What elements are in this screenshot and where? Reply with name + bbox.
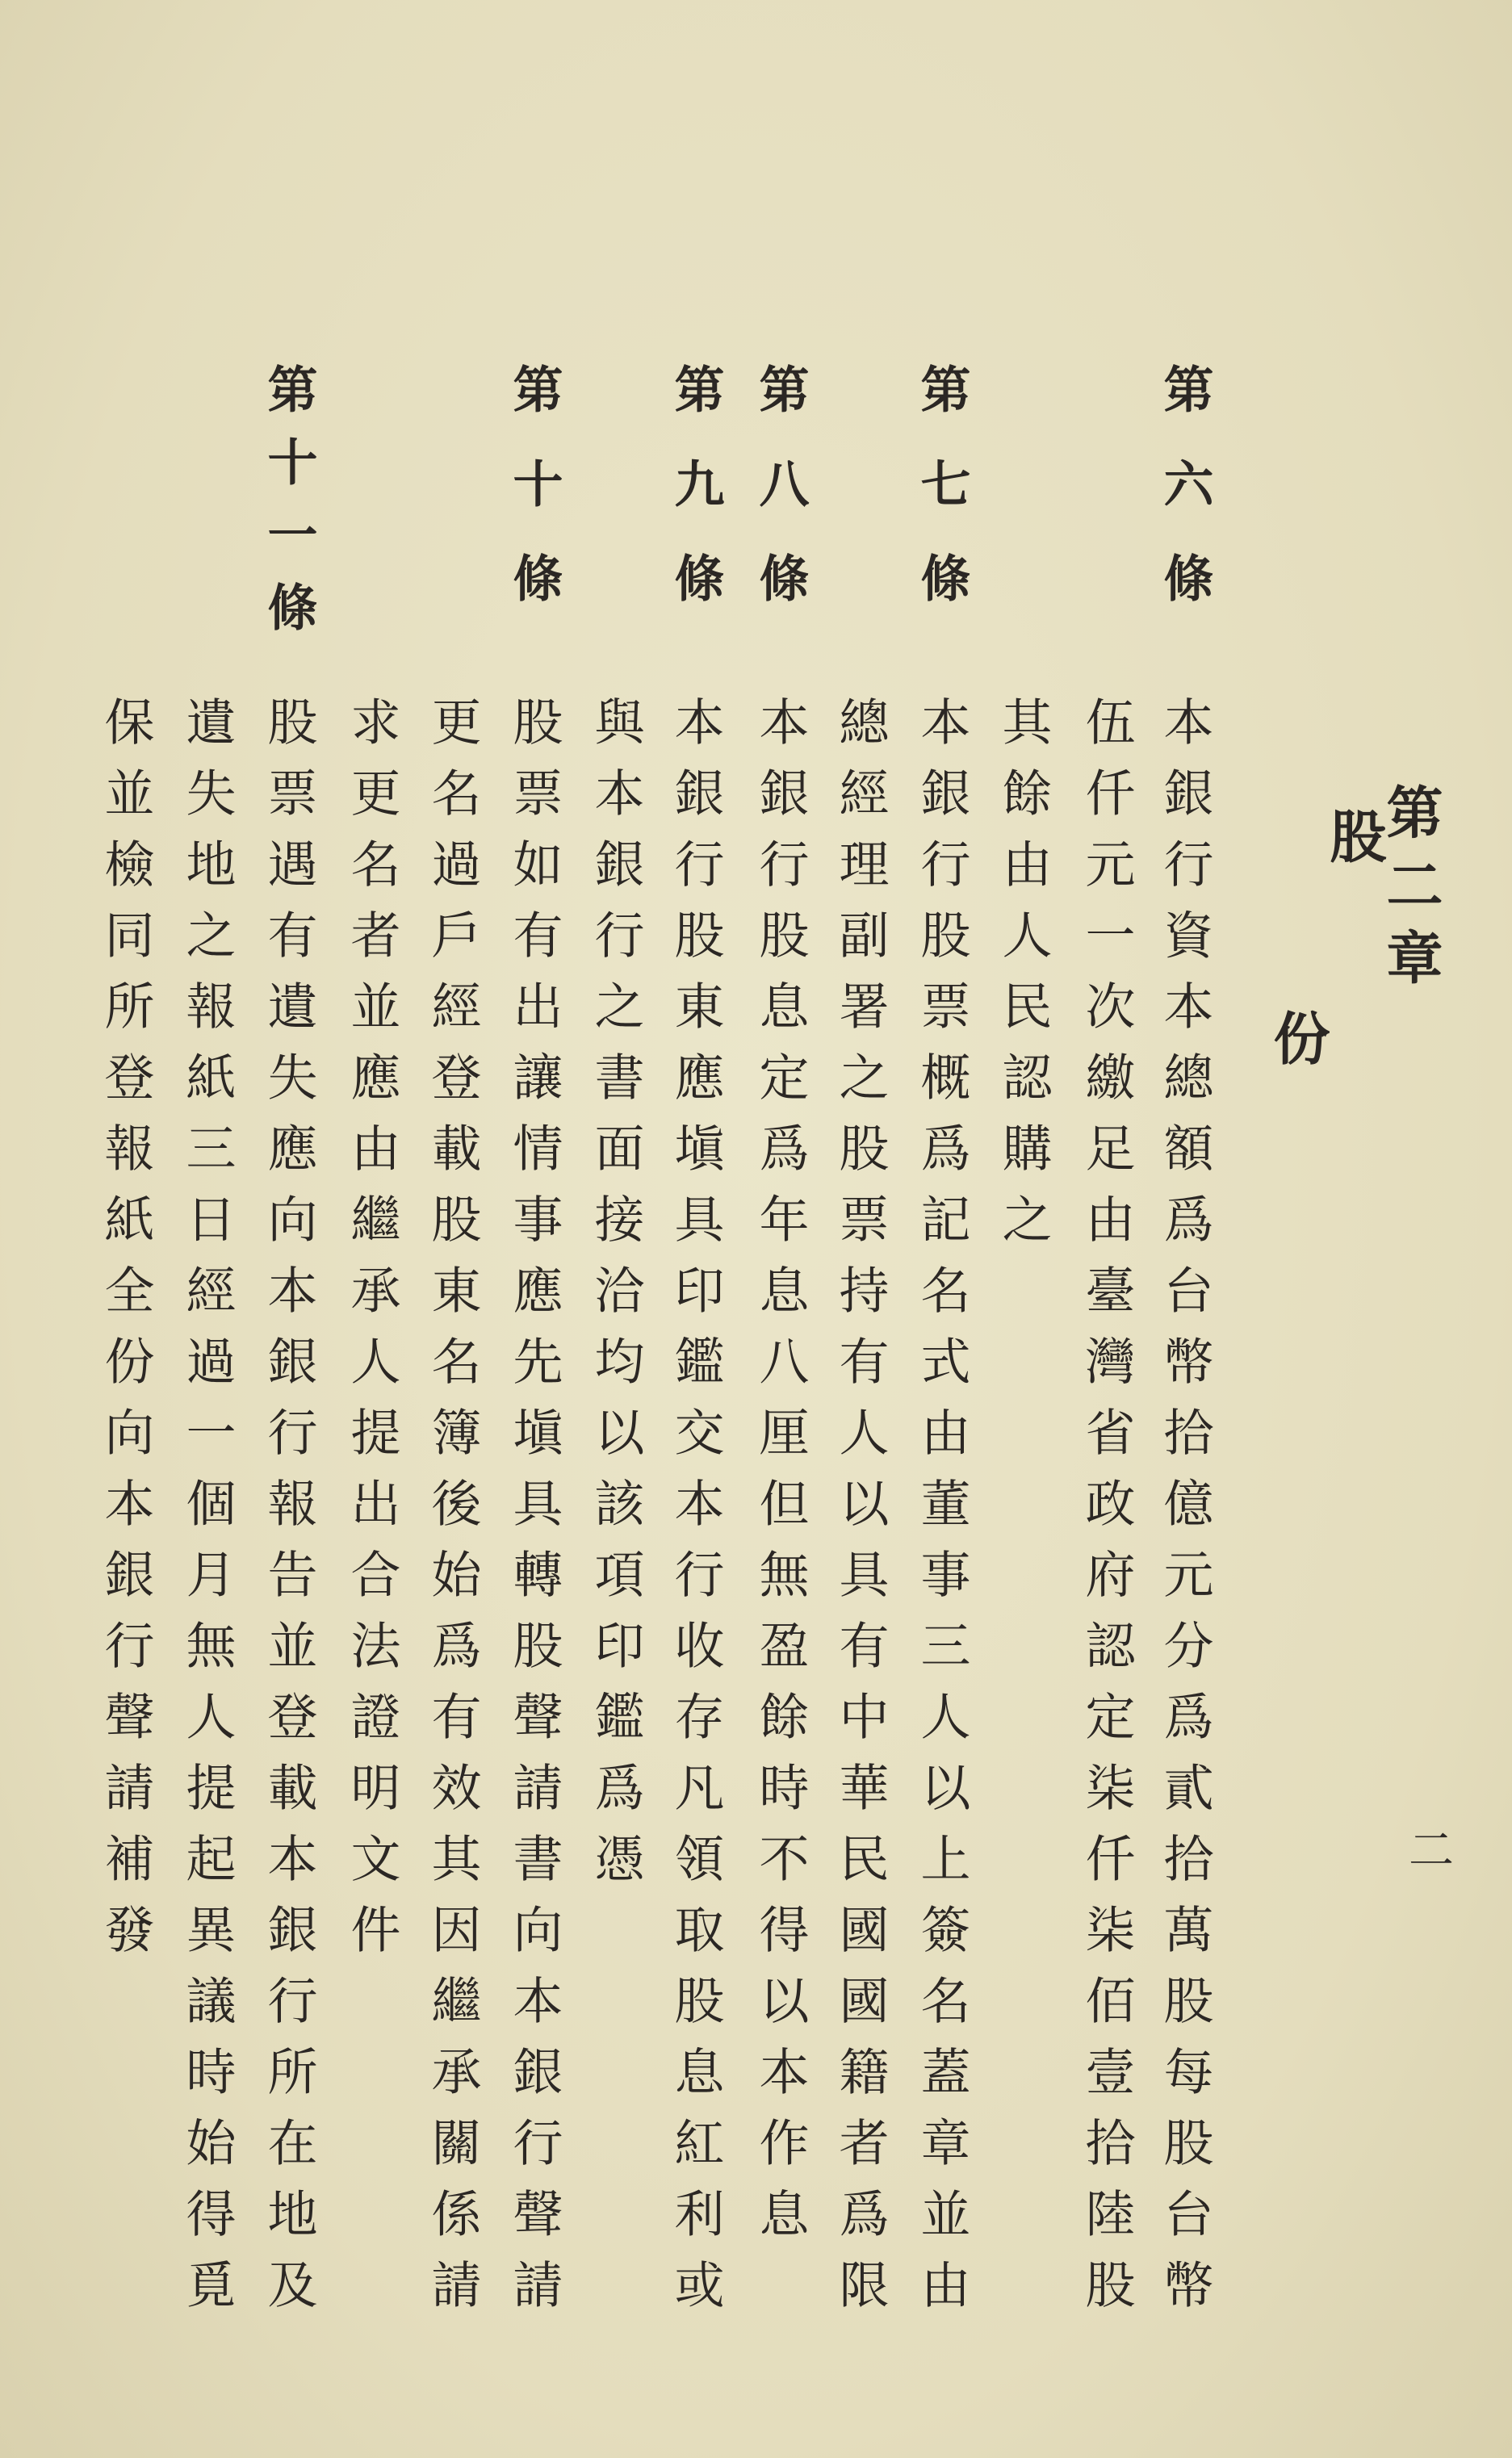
article-6-line-3: 其餘由人民認購之 xyxy=(994,696,1053,1264)
chapter-title-char-2: 份 xyxy=(1264,1009,1331,1066)
article-10-label: 第十條 xyxy=(505,363,563,647)
chapter-number: 第二章 xyxy=(1377,783,1444,1001)
article-7-line-1: 本銀行股票概爲記名式由董事三人以上簽名蓋章並由 xyxy=(912,696,971,2330)
page-number: 二 xyxy=(1401,1826,1454,1871)
article-10-line-2: 更名過戶經登載股東名簿後始爲有效其因繼承關係請 xyxy=(423,696,482,2330)
article-10-line-1: 股票如有出讓情事應先塡具轉股聲請書向本銀行聲請 xyxy=(505,696,563,2330)
article-11-label: 第十一條 xyxy=(259,363,318,654)
article-7-line-2: 總經理副署之股票持有人以具有中華民國國籍者爲限 xyxy=(831,696,890,2330)
chapter-title-char-1: 股 xyxy=(1321,807,1388,864)
article-6-line-2: 伍仟元一次繳足由臺灣省政府認定柒仟柒佰壹拾陸股 xyxy=(1077,696,1136,2330)
article-8-label: 第八條 xyxy=(751,363,810,647)
article-9-line-1: 本銀行股東應塡具印鑑交本行收存凡領取股息紅利或 xyxy=(666,696,725,2330)
chapter-heading xyxy=(1264,783,1444,1066)
article-8-line-1: 本銀行股息定爲年息八厘但無盈餘時不得以本作息 xyxy=(751,696,810,2259)
article-10-line-3: 求更名者並應由繼承人提出合法證明文件 xyxy=(342,696,401,1974)
article-7-label: 第七條 xyxy=(912,363,971,647)
article-11-line-3: 保並檢同所登報紙全份向本銀行聲請補發 xyxy=(96,696,155,1974)
article-9-label: 第九條 xyxy=(666,363,725,647)
article-11-line-1: 股票遇有遺失應向本銀行報告並登載本銀行所在地及 xyxy=(259,696,318,2330)
article-11-line-2: 遺失地之報紙三日經過一個月無人提起異議時始得覓 xyxy=(178,696,237,2330)
article-6-line-1: 本銀行資本總額爲台幣拾億元分爲貳拾萬股每股台幣 xyxy=(1155,696,1214,2330)
article-9-line-2: 與本銀行之書面接洽均以該項印鑑爲憑 xyxy=(586,696,645,1903)
article-6-label: 第六條 xyxy=(1155,363,1214,647)
